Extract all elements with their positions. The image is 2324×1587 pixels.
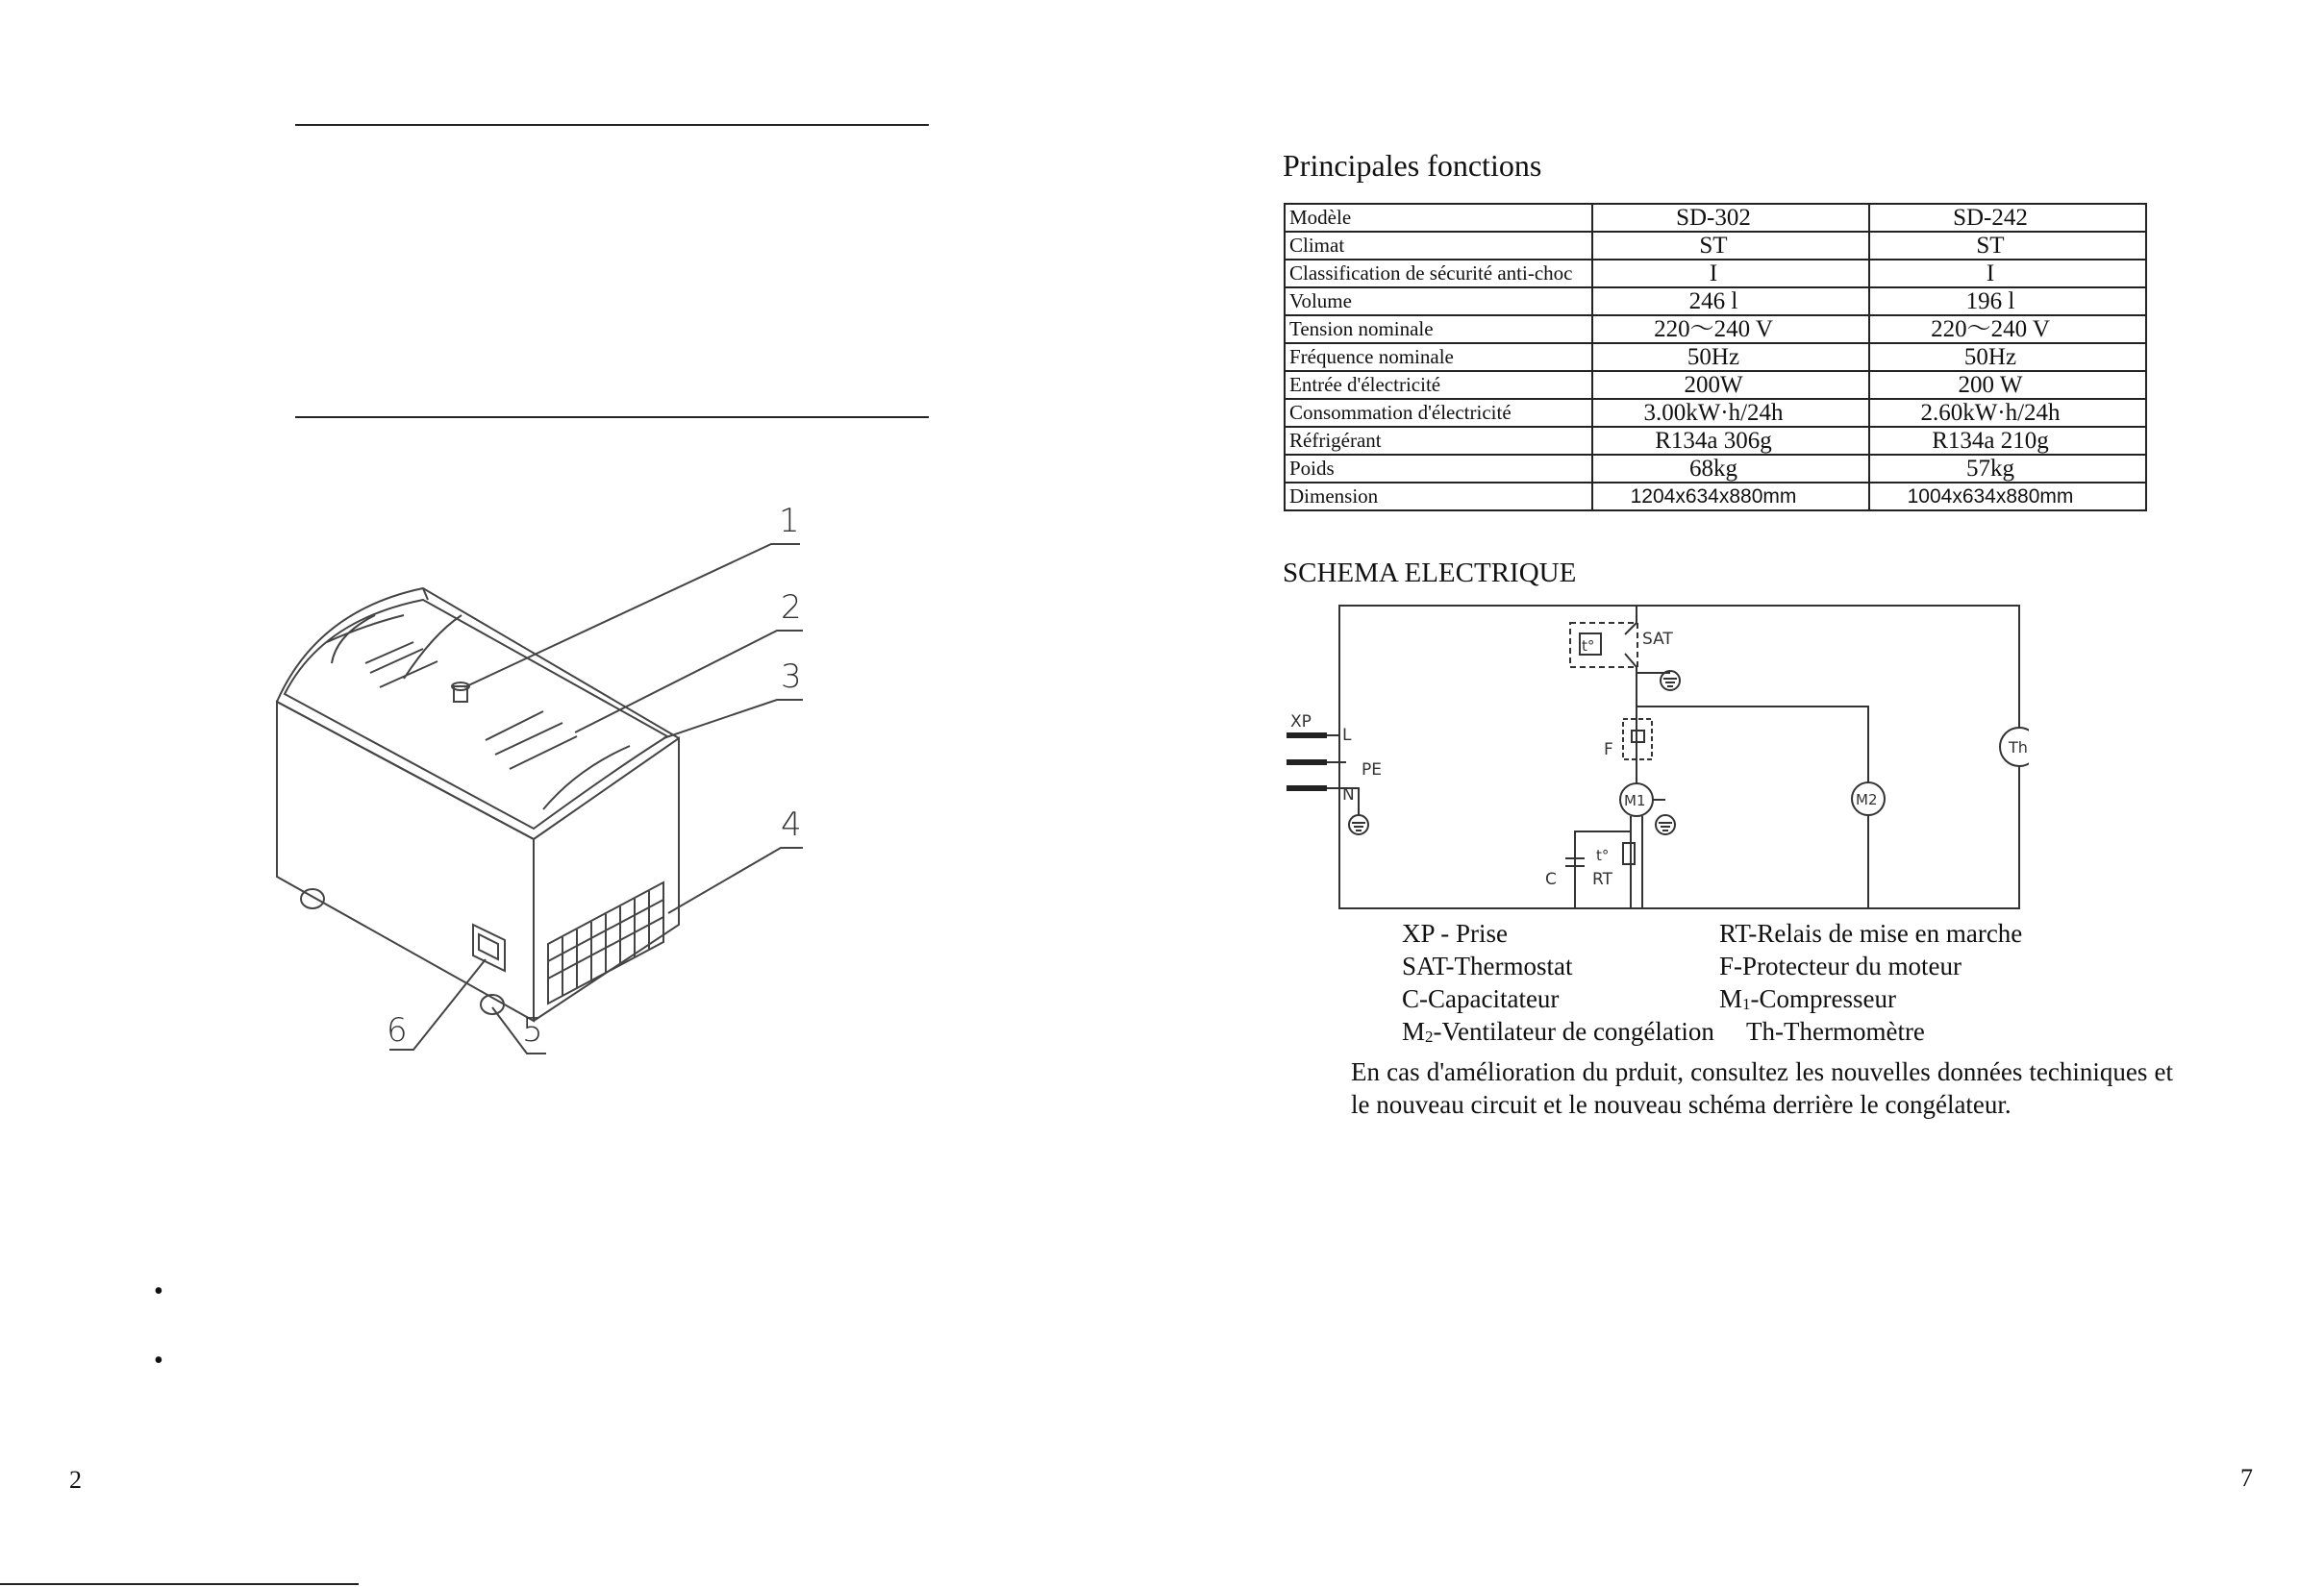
schema-label-m1: M1 — [1624, 792, 1646, 809]
legend-m2-sub: 2 — [1425, 1028, 1434, 1046]
row-label: Fréquence nominale — [1285, 343, 1592, 371]
schema-label-xp: XP — [1290, 712, 1312, 732]
callout-4: 4 — [781, 806, 802, 844]
table-row — [1285, 260, 2146, 287]
callout-2: 2 — [781, 588, 802, 627]
cell-sd302: 220～240 V — [1592, 315, 1869, 343]
schema-title: SCHEMA ELECTRIQUE — [1283, 558, 1577, 588]
footnote-rule — [0, 1583, 359, 1585]
page-number-right: 7 — [2240, 1464, 2253, 1492]
row-label: Climat — [1285, 232, 1592, 260]
schema-label-m2: M2 — [1856, 791, 1878, 808]
row-label: Modèle — [1285, 204, 1592, 232]
bullet-2: • — [154, 1346, 163, 1376]
table-row — [1285, 315, 2146, 343]
schema-label-l: L — [1342, 726, 1352, 745]
schema-label-t1: t° — [1582, 637, 1595, 655]
cell-sd302: R134a 306g — [1592, 427, 1869, 455]
wiring-diagram — [1279, 596, 2029, 918]
cell-sd302: SD-302 — [1592, 204, 1869, 232]
row-label: Tension nominale — [1285, 315, 1592, 343]
legend-sat: SAT-Thermostat — [1402, 952, 1573, 980]
row-label: Réfrigérant — [1285, 427, 1592, 455]
table-row — [1285, 483, 2146, 510]
legend-m2 — [1402, 1017, 1714, 1047]
legend-m1-prefix: M — [1719, 984, 1743, 1013]
cell-sd242: 196 l — [1869, 287, 2146, 315]
table-row — [1285, 343, 2146, 371]
schema-label-t2: t° — [1596, 847, 1610, 864]
callout-6: 6 — [387, 1011, 408, 1050]
callout-3: 3 — [781, 657, 802, 696]
row-label: Entrée d'électricité — [1285, 371, 1592, 399]
row-label: Consommation d'électricité — [1285, 399, 1592, 427]
legend-rt: RT-Relais de mise en marche — [1719, 919, 2023, 948]
cell-sd302: 1204x634x880mm — [1592, 483, 1869, 510]
cell-sd242: 220～240 V — [1869, 315, 2146, 343]
legend-xp: XP - Prise — [1402, 919, 1509, 948]
legend-m2-text: -Ventilateur de congélation — [1433, 1017, 1714, 1046]
table-row — [1285, 427, 2146, 455]
row-label: Volume — [1285, 287, 1592, 315]
cell-sd302: I — [1592, 260, 1869, 287]
middle-rule — [295, 416, 929, 418]
legend-f: F-Protecteur du moteur — [1719, 952, 1962, 980]
table-row — [1285, 399, 2146, 427]
spec-table — [1284, 203, 2147, 511]
schema-label-sat: SAT — [1642, 630, 1673, 649]
legend-m1-text: -Compresseur — [1750, 984, 1896, 1013]
schema-label-c: C — [1545, 870, 1557, 889]
freezer-illustration — [260, 500, 837, 1057]
schema-label-pe: PE — [1362, 760, 1382, 780]
bullet-1: • — [154, 1277, 163, 1306]
table-row — [1285, 455, 2146, 483]
row-label: Dimension — [1285, 483, 1592, 510]
cell-sd302: 68kg — [1592, 455, 1869, 483]
legend-c: C-Capacitateur — [1402, 984, 1560, 1013]
cell-sd302: 246 l — [1592, 287, 1869, 315]
cell-sd302: 50Hz — [1592, 343, 1869, 371]
callout-1: 1 — [779, 502, 800, 540]
top-rule — [295, 124, 929, 126]
legend-m1 — [1719, 984, 1896, 1014]
cell-sd242: 57kg — [1869, 455, 2146, 483]
cell-sd242: ST — [1869, 232, 2146, 260]
functions-title: Principales fonctions — [1283, 148, 1542, 183]
schema-label-rt: RT — [1592, 870, 1612, 889]
improvement-note: En cas d'amélioration du prduit, consultez les nouvelles données techiniques et le nouveau circuit et le nouveau schéma derrière le congélateur. — [1351, 1057, 2173, 1119]
cell-sd242: SD-242 — [1869, 204, 2146, 232]
table-row — [1285, 232, 2146, 260]
cell-sd302: 200W — [1592, 371, 1869, 399]
cell-sd242: 200 W — [1869, 371, 2146, 399]
legend-m1-sub: 1 — [1742, 995, 1751, 1013]
cell-sd242: 50Hz — [1869, 343, 2146, 371]
schema-label-th: Th — [2009, 738, 2028, 756]
cell-sd242: 2.60kW·h/24h — [1869, 399, 2146, 427]
legend-th: Th-Thermomètre — [1746, 1017, 1925, 1046]
row-label: Classification de sécurité anti-choc — [1285, 260, 1592, 287]
schema-label-n: N — [1342, 785, 1355, 805]
table-row — [1285, 287, 2146, 315]
cell-sd302: 3.00kW·h/24h — [1592, 399, 1869, 427]
callout-5: 5 — [522, 1011, 543, 1050]
page-number-left: 2 — [69, 1466, 82, 1494]
cell-sd242: I — [1869, 260, 2146, 287]
legend-m2-prefix: M — [1402, 1017, 1426, 1046]
cell-sd242: R134a 210g — [1869, 427, 2146, 455]
row-label: Poids — [1285, 455, 1592, 483]
table-row — [1285, 371, 2146, 399]
cell-sd302: ST — [1592, 232, 1869, 260]
cell-sd242: 1004x634x880mm — [1869, 483, 2146, 510]
table-row — [1285, 204, 2146, 232]
schema-label-f: F — [1604, 740, 1613, 759]
